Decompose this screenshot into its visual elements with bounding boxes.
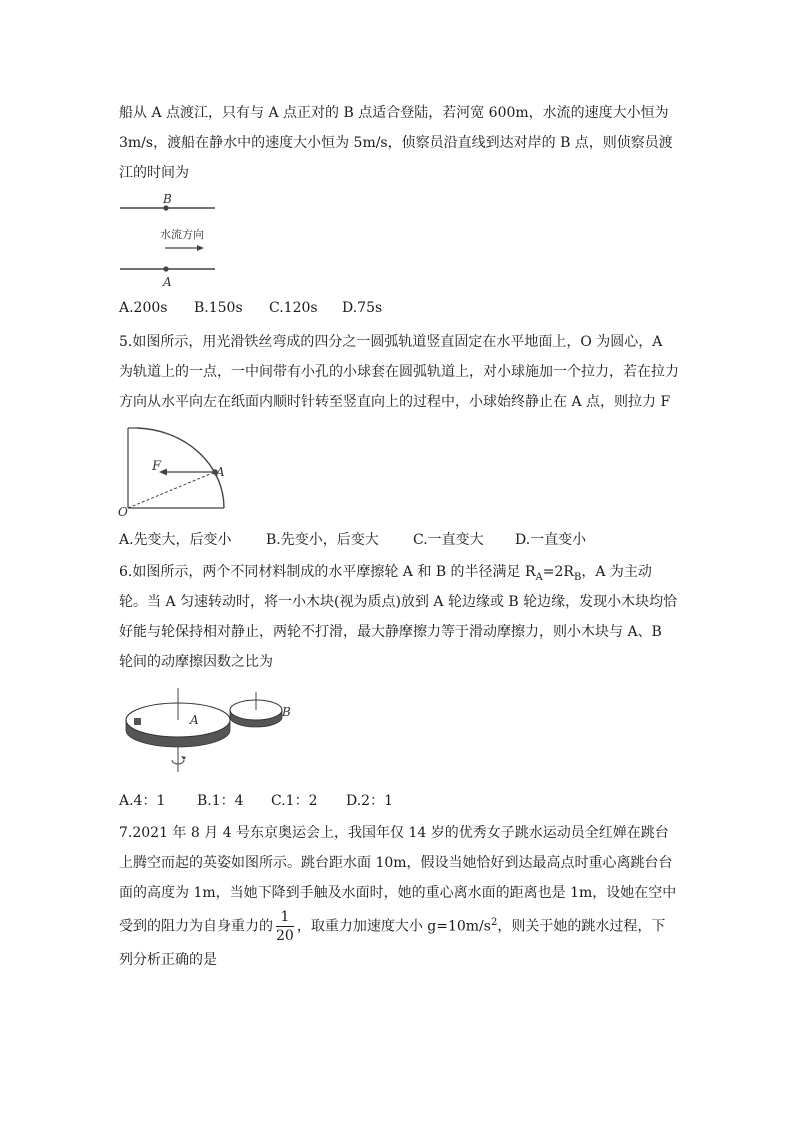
q4-option-a: A.200s (119, 300, 168, 316)
q4-text: 船从 A 点渡江，只有与 A 点正对的 B 点适合登陆，若河宽 600m，水流的速度大小恒为 3m/s，渡船在静水中的速度大小恒为 5m/s，侦察员沿直线到达对岸的 B 点，则侦察员渡江的时间为 (119, 105, 673, 181)
q4-options (119, 298, 382, 318)
q5-option-a: A.先变大，后变小 (119, 532, 232, 548)
radius-line (128, 472, 215, 508)
q5-option-b: B.先变小，后变大 (266, 532, 379, 548)
fraction: $\frac{1}{20}$ (276, 909, 294, 944)
q7-text: 7.2021 年 8 月 4 号东京奥运会上，我国年仅 14 岁的优秀女子跳水运动员全红婵在跳台上腾空而起的英姿如图所示。跳台距水面 10m，假设当她恰好到达最高点时重心离跳台台面的高度为 1m，当她下降到手触及水面时，她的重心离水面的距离也是 1m，设她在空中受到的阻力为自身重力的 $\frac{1}{20}$ ，取重力加速度大小 $g=10m/s^2$，则关于她的跳水过程，下列分析正确的是 (119, 825, 677, 968)
point-a (163, 266, 168, 271)
friction-wheels-diagram (118, 680, 308, 780)
q6-option-d: D.2：1 (346, 793, 393, 809)
label-o: O (118, 505, 128, 519)
q5-text: 5.如图所示，用光滑铁丝弯成的四分之一圆弧轨道竖直固定在水平地面上，O 为圆心，A 为轨道上的一点，一中间带有小孔的小球套在圆弧轨道上，对小球施加一个拉力，若在拉力方向从水平向左在纸面内顺时针转至竖直向上的过程中，小球始终静止在 A 点，则拉力 F (119, 334, 679, 410)
label-a: A (190, 713, 199, 727)
point-b (163, 205, 168, 210)
rotation-arrow-head (181, 756, 186, 760)
label-a: A (216, 465, 225, 479)
q5-option-c: C.一直变大 (413, 532, 484, 548)
label-b: B (282, 705, 291, 719)
q6-option-b: B.1：4 (197, 793, 244, 809)
q4-option-b: B.150s (194, 300, 243, 316)
flow-arrow-head (197, 245, 204, 251)
wood-block (134, 718, 141, 725)
q6-option-c: C.1：2 (271, 793, 318, 809)
q4-option-d: D.75s (342, 300, 383, 316)
label-b: B (163, 192, 172, 206)
q6-option-a: A.4：1 (119, 793, 166, 809)
label-a: A (163, 275, 172, 289)
q6-text: 6.如图所示，两个不同材料制成的水平摩擦轮 A 和 B 的半径满足 $R_A=2R_B$，A 为主动轮。当 A 匀速转动时，将一小木块(视为质点)放到 A 轮边缘或 B 轮边缘，发现小木块均恰好能与轮保持相对静止，两轮不打滑，最大静摩擦力等于滑动摩擦力，则小木块与 A、B 轮间的动摩擦因数之比为 (119, 564, 678, 670)
quarter-arc-track (137, 428, 224, 508)
quarter-arc-diagram (112, 420, 242, 520)
q6-options (119, 791, 393, 811)
q4-option-c: C.120s (269, 300, 318, 316)
label-f: F (152, 459, 162, 474)
flow-direction-label: 水流方向 (160, 228, 204, 241)
q5-options (119, 530, 586, 550)
river-diagram (115, 190, 225, 290)
q5-option-d: D.一直变小 (515, 532, 587, 548)
